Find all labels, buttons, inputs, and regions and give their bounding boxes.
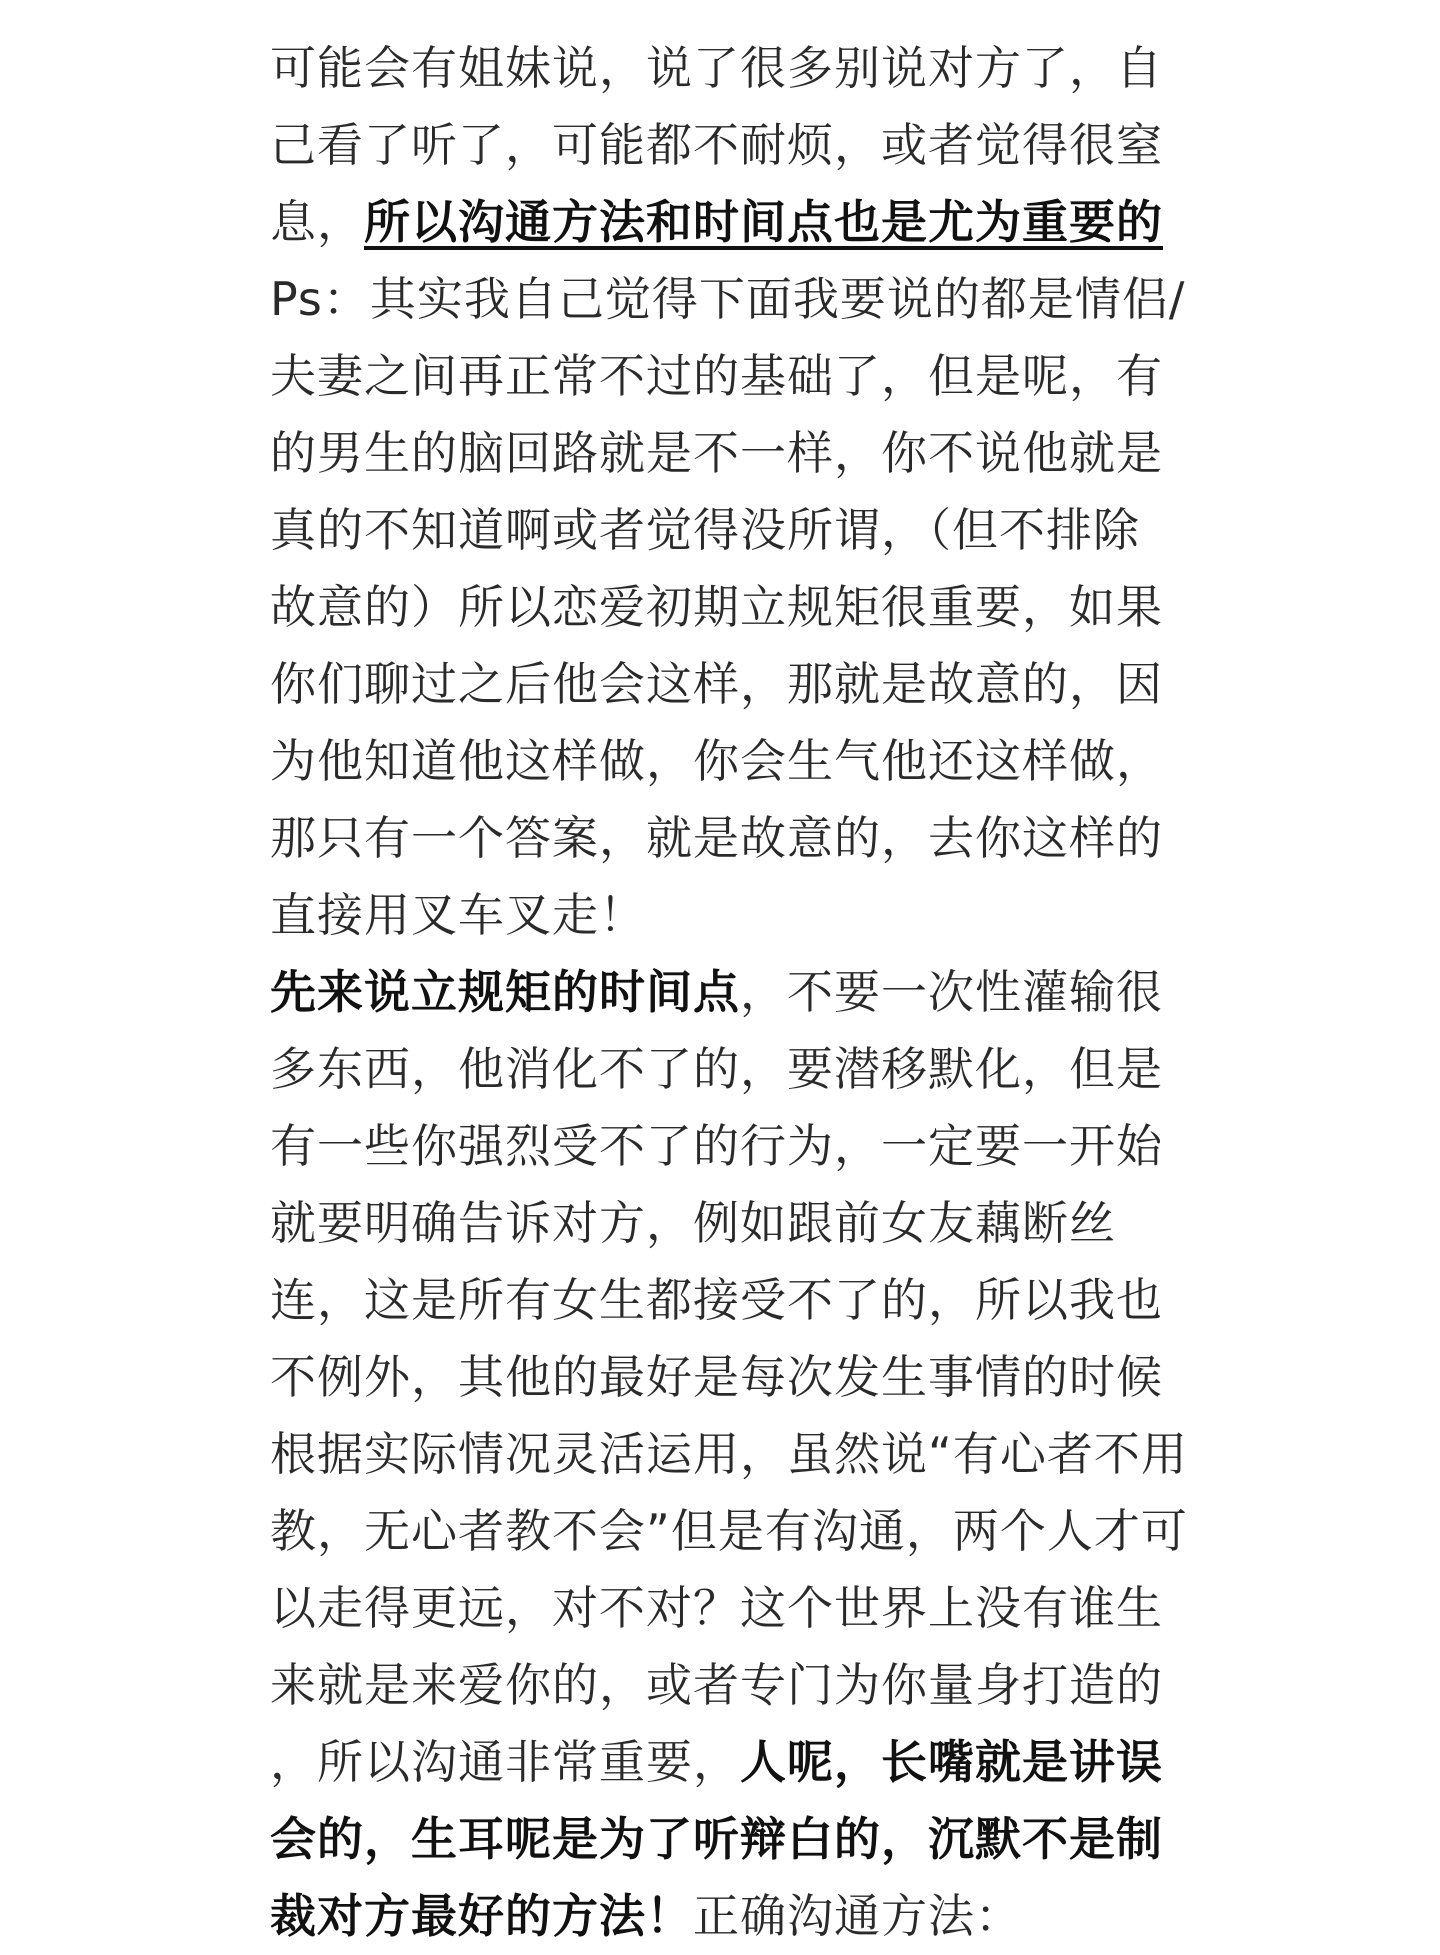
text-line (270, 569, 1250, 646)
body-text: ，不要一次性灌输很 (740, 965, 1163, 1019)
body-text: 教，无心者教不会”但是有沟通，两个人才可 (270, 1504, 1188, 1558)
body-text: 真的不知道啊或者觉得没所谓，（但不排除 (270, 503, 1140, 557)
text-line (270, 1262, 1250, 1339)
text-line (270, 261, 1250, 338)
body-text: 连，这是所有女生都接受不了的，所以我也 (270, 1273, 1163, 1327)
text-line (270, 492, 1250, 569)
body-text: 多东西，他消化不了的，要潜移默化，但是 (270, 1042, 1163, 1096)
body-text: 的男生的脑回路就是不一样，你不说他就是 (270, 426, 1163, 480)
body-text: 直接用叉车叉走！ (270, 888, 646, 942)
body-text: 你们聊过之后他会这样，那就是故意的，因 (270, 657, 1163, 711)
body-text: 以走得更远，对不对？这个世界上没有谁生 (270, 1581, 1163, 1635)
text-line (270, 646, 1250, 723)
emphasis-text: 所以沟通方法和时间点也是尤为重要的 (364, 195, 1163, 249)
text-line (270, 415, 1250, 492)
body-text: ，所以沟通非常重要， (270, 1735, 740, 1789)
text-line (270, 1108, 1250, 1185)
text-line (270, 30, 1250, 107)
body-text: 可能会有姐妹说，说了很多别说对方了，自 (270, 41, 1163, 95)
body-text: 不例外，其他的最好是每次发生事情的时候 (270, 1350, 1163, 1404)
emphasis-text: 人呢，长嘴就是讲误 (740, 1735, 1163, 1789)
text-line (270, 954, 1250, 1031)
text-line (270, 1801, 1250, 1878)
body-text: 夫妻之间再正常不过的基础了，但是呢，有 (270, 349, 1163, 403)
text-line (270, 1031, 1250, 1108)
text-line (270, 184, 1250, 261)
body-text: 正确沟通方法： (693, 1889, 1022, 1943)
emphasis-text: 先来说立规矩的时间点 (270, 965, 740, 1019)
body-text: 根据实际情况灵活运用，虽然说“有心者不用 (270, 1427, 1188, 1481)
text-line (270, 338, 1250, 415)
body-text: Ps：其实我自己觉得下面我要说的都是情侣/ (270, 272, 1186, 326)
text-line (270, 800, 1250, 877)
text-line (270, 1416, 1250, 1493)
body-text: 那只有一个答案，就是故意的，去你这样的 (270, 811, 1163, 865)
text-line (270, 1493, 1250, 1570)
body-text: 息， (270, 195, 364, 249)
text-line (270, 1570, 1250, 1647)
text-line (270, 1339, 1250, 1416)
text-line (270, 1724, 1250, 1801)
body-text: 就要明确告诉对方，例如跟前女友藕断丝 (270, 1196, 1116, 1250)
text-line (270, 1185, 1250, 1262)
body-text: 有一些你强烈受不了的行为，一定要一开始 (270, 1119, 1163, 1173)
text-line (270, 1647, 1250, 1724)
body-text: 故意的）所以恋爱初期立规矩很重要，如果 (270, 580, 1163, 634)
text-line (270, 877, 1250, 954)
body-text: 己看了听了，可能都不耐烦，或者觉得很窒 (270, 118, 1163, 172)
article-body (270, 30, 1250, 1955)
body-text: 为他知道他这样做，你会生气他还这样做， (270, 734, 1163, 788)
text-line (270, 1878, 1250, 1955)
text-line (270, 723, 1250, 800)
text-line (270, 107, 1250, 184)
emphasis-text: 会的，生耳呢是为了听辩白的，沉默不是制 (270, 1812, 1163, 1866)
emphasis-text: 裁对方最好的方法！ (270, 1889, 693, 1943)
body-text: 来就是来爱你的，或者专门为你量身打造的 (270, 1658, 1163, 1712)
